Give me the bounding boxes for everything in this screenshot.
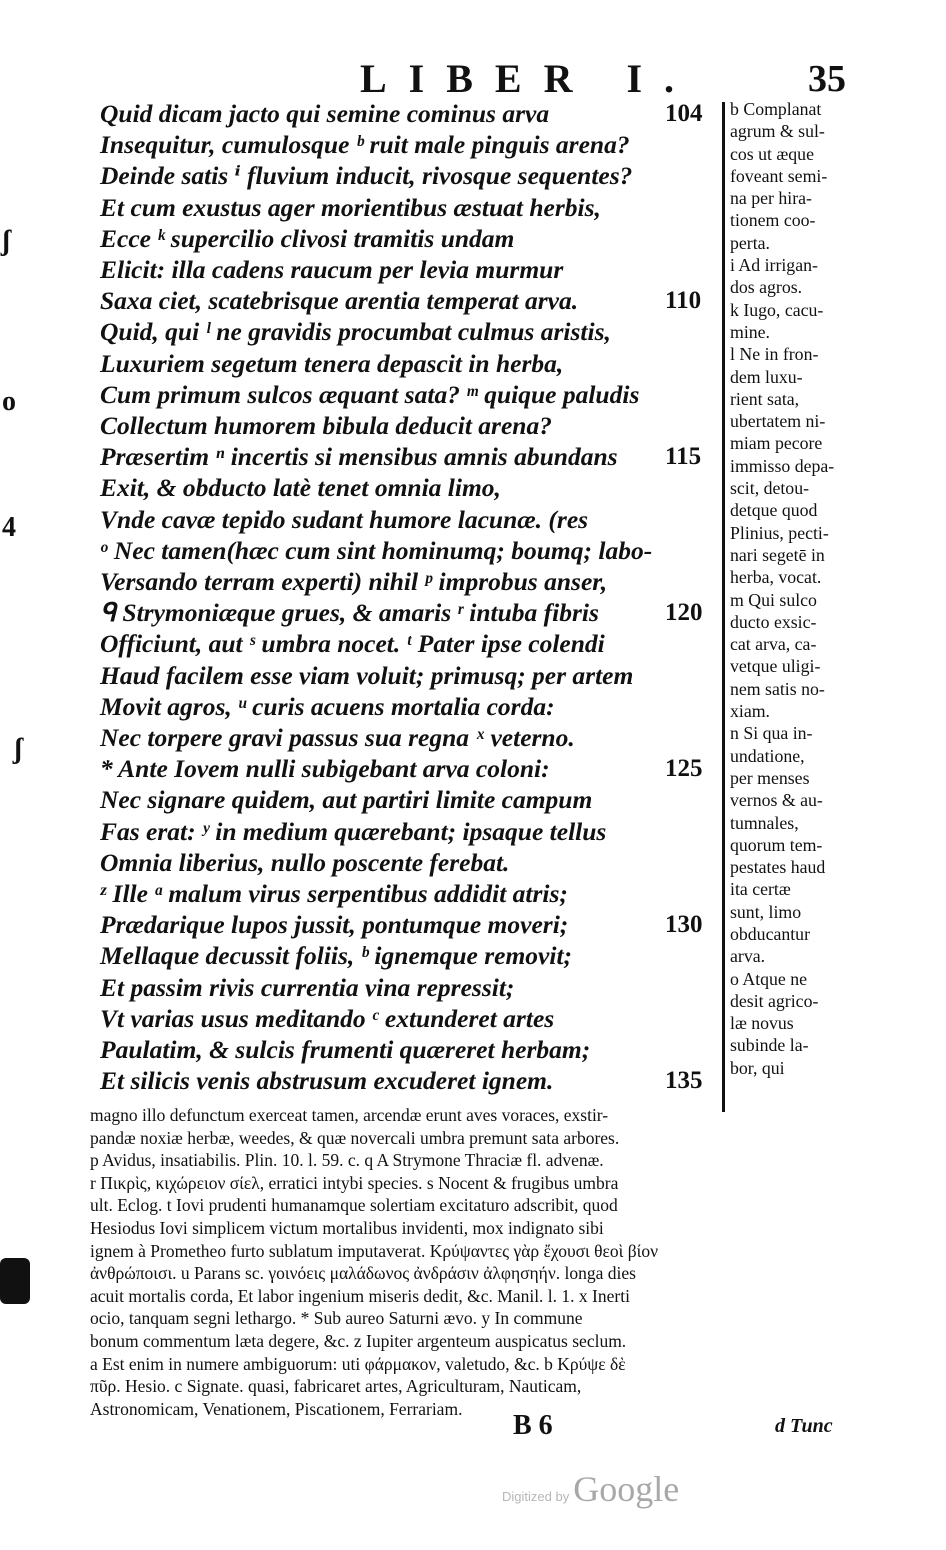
side-note-line: ita certæ: [730, 879, 791, 900]
verse-line: [100, 316, 611, 348]
margin-fragment: 4: [2, 512, 16, 543]
side-note-line: agrum & sul-: [730, 121, 825, 142]
side-note-line: mine.: [730, 321, 770, 342]
verse-line: [100, 285, 702, 317]
verse-text: Fas erat: ʸ in medium quærebant; ipsaque tellus: [100, 816, 607, 846]
side-note-line: obducantur: [730, 923, 810, 944]
side-note-line: subinde la-: [730, 1035, 809, 1056]
verse-line: [100, 441, 702, 473]
commentary-line: acuit mortalis corda, Et labor ingenium miseris dedit, &c. Manil. l. 1. x Inerti: [90, 1285, 630, 1306]
side-note-line: tumnales,: [730, 812, 799, 833]
verse-text: Quid, qui ˡ ne gravidis procumbat culmus aristis,: [100, 317, 611, 347]
digitized-watermark: [502, 1468, 679, 1510]
side-note-line: o Atque ne: [730, 968, 808, 989]
commentary-line: ocio, tanquam segni lethargo. * Sub aureo Saturni ævo. y In commune: [90, 1308, 583, 1329]
side-note-line: na per hira-: [730, 188, 812, 209]
verse-text: Movit agros, ᵘ curis acuens mortalia corda:: [100, 691, 555, 721]
running-title: LIBER I.: [360, 56, 697, 101]
commentary-line: bonum commentum læta degere, &c. z Iupiter argenteum auspicatus seclum.: [90, 1330, 627, 1351]
verse-line: [100, 628, 605, 660]
side-note-line: k Iugo, cacu-: [730, 299, 824, 320]
commentary-line: p Avidus, insatiabilis. Plin. 10. l. 59. c. q A Strymone Thraciæ fl. advenæ.: [90, 1150, 604, 1171]
verse-text: Et silicis venis abstrusum excuderet ignem.: [100, 1066, 554, 1096]
side-note-line: dem luxu-: [730, 366, 803, 387]
side-note-line: arva.: [730, 946, 766, 967]
side-note-line: vetque uligi-: [730, 656, 821, 677]
verse-line: [100, 535, 652, 567]
side-notes: [730, 98, 942, 1079]
side-note-line: detque quod: [730, 500, 818, 521]
watermark-prefix: Digitized by: [502, 1489, 570, 1504]
commentary-line: a Est enim in numere ambiguorum: uti φάρμακον, valetudo, &c. b Κρύψε δὲ: [90, 1353, 626, 1374]
line-number: 115: [665, 443, 702, 471]
commentary-line: magno illo defunctum exerceat tamen, arcendæ erunt aves voraces, exstir-: [90, 1105, 609, 1125]
verse-line: [100, 691, 555, 723]
side-note-line: rient sata,: [730, 388, 800, 409]
verse-text: Vnde cavæ tepido sudant humore lacunæ. (res: [100, 504, 589, 534]
verse-line: [100, 566, 607, 598]
verse-line: [100, 472, 501, 504]
side-note-line: xiam.: [730, 701, 770, 722]
verse-text: ᑫ Strymoniæque grues, & amaris ʳ intuba fibris: [100, 598, 599, 628]
bottom-notes: [90, 1104, 942, 1420]
verse-text: Præsertim ⁿ incertis si mensibus amnis abundans: [100, 442, 618, 472]
side-note-line: ubertatem ni-: [730, 411, 826, 432]
side-note-line: miam pecore: [730, 433, 823, 454]
verse-line: [100, 1065, 703, 1097]
verse-line: [100, 504, 588, 536]
verse-line: [100, 1003, 554, 1035]
verse-line: [100, 192, 601, 224]
verse-text: Prædarique lupos jussit, pontumque moveri;: [100, 910, 569, 940]
verse-line: [100, 223, 514, 255]
verse-text: Versando terram experti) nihil ᵖ improbus anser,: [100, 567, 608, 596]
commentary-line: πῦρ. Hesio. c Signate. quasi, fabricaret artes, Agriculturam, Nauticam,: [90, 1376, 582, 1397]
page-number: 35: [808, 58, 846, 100]
verse-text: Omnia liberius, nullo poscente ferebat.: [100, 847, 510, 877]
side-note-line: dos agros.: [730, 277, 803, 298]
side-note-line: Plinius, pecti-: [730, 522, 829, 543]
side-note-line: i Ad irrigan-: [730, 255, 818, 276]
verse-line: [100, 722, 575, 754]
verse-text: Cum primum sulcos æquant sata? ᵐ quique paludis: [100, 379, 640, 409]
side-note-line: herba, vocat.: [730, 567, 822, 588]
side-note-line: perta.: [730, 232, 770, 253]
verse-text: Et cum exustus ager morientibus æstuat herbis,: [100, 192, 601, 222]
side-note-line: undatione,: [730, 745, 805, 766]
line-number: 120: [665, 599, 703, 627]
verse-text: Vt varias usus meditando ᶜ extunderet artes: [100, 1003, 555, 1033]
signature-mark: B 6: [513, 1410, 553, 1441]
verse-text: Paulatim, & sulcis frumenti quæreret herbam;: [100, 1035, 591, 1064]
verse-text: Nec torpere gravi passus sua regna ˣ veterno.: [100, 723, 575, 752]
side-note-line: pestates haud: [730, 857, 826, 878]
verse-line: [100, 816, 606, 848]
verse-text: * Ante Iovem nulli subigebant arva coloni:: [100, 754, 550, 784]
verse-line: [100, 254, 563, 286]
side-note-line: immisso depa-: [730, 455, 835, 476]
side-note-line: l Ne in fron-: [730, 344, 819, 365]
verse-line: [100, 909, 703, 941]
verse-text: Deinde satis ⁱ fluvium inducit, rivosque sequentes?: [100, 161, 633, 191]
verse-line: [100, 379, 639, 411]
side-note-line: nem satis no-: [730, 678, 825, 699]
margin-fragment: ʃ: [2, 226, 11, 257]
commentary-line: ignem à Prometheo furto sublatum imputaverat. Κρύψαντες γὰρ ἔχουσι θεοὶ βίον: [90, 1240, 658, 1261]
verse-line: [100, 753, 703, 785]
line-number: 130: [665, 911, 703, 939]
verse-line: [100, 847, 509, 879]
side-note-line: bor, qui: [730, 1057, 785, 1078]
verse-line: [100, 129, 630, 161]
verse-text: ᶻ Ille ᵃ malum virus serpentibus addidit atris;: [100, 879, 568, 908]
verse-line: [100, 348, 563, 380]
verse-text: Insequitur, cumulosque ᵇ ruit male pinguis arena?: [100, 130, 630, 160]
side-note-line: tionem coo-: [730, 210, 816, 231]
verse-text: ᵒ Nec tamen(hæc cum sint hominumq; boumq; labo-: [100, 535, 653, 565]
verse-text: Elicit: illa cadens raucum per levia murmur: [100, 255, 564, 284]
side-note-line: cat arva, ca-: [730, 634, 817, 655]
ink-blot: [0, 1258, 30, 1304]
verse-line: [100, 597, 703, 629]
side-note-line: sunt, limo: [730, 901, 802, 922]
column-rule: [722, 102, 725, 1112]
commentary-line: Astronomicam, Venationem, Piscationem, Ferrariam.: [90, 1398, 463, 1419]
side-note-line: b Complanat: [730, 99, 822, 119]
commentary-line: r Πικρὶς, κιχώρειον σίελ, erratici intybi species. s Nocent & frugibus umbra: [90, 1172, 619, 1193]
verse-line: [100, 660, 633, 692]
side-note-line: m Qui sulco: [730, 589, 817, 610]
verse-line: [100, 784, 592, 816]
side-note-line: ducto exsic-: [730, 611, 817, 632]
verse-line: [100, 410, 552, 442]
verse-text: Saxa ciet, scatebrisque arentia temperat arva.: [100, 286, 579, 316]
side-note-line: quorum tem-: [730, 834, 823, 855]
catchword: d Tunc: [775, 1415, 833, 1437]
side-note-line: n Si qua in-: [730, 723, 813, 744]
line-number: 125: [665, 755, 703, 783]
side-note-line: foveant semi-: [730, 165, 828, 186]
verse-line: [100, 878, 568, 910]
line-number: 110: [665, 287, 702, 315]
verse-text: Luxuriem segetum tenera depascit in herba,: [100, 348, 564, 378]
verse-text: Et passim rivis currentia vina repressit;: [100, 972, 515, 1002]
side-note-line: nari segetē in: [730, 544, 825, 565]
verse-text: Exit, & obducto latè tenet omnia limo,: [100, 473, 501, 503]
verse-text: Ecce ᵏ supercilio clivosi tramitis undam: [100, 223, 515, 253]
verse-line: [100, 1034, 590, 1066]
side-note-line: scit, detou-: [730, 478, 810, 499]
commentary-line: ult. Eclog. t Iovi prudenti humanamque solertiam excitaturo adscribit, quod: [90, 1195, 618, 1216]
watermark-brand: Google: [573, 1469, 680, 1509]
verse-line: [100, 98, 703, 130]
verse-text: Mellaque decussit foliis, ᵇ ignemque removit;: [100, 941, 573, 971]
side-note-line: cos ut æque: [730, 143, 814, 164]
side-note-line: desit agrico-: [730, 990, 819, 1011]
verse-line: [100, 972, 514, 1004]
line-number: 135: [665, 1067, 703, 1095]
verse-text: Officiunt, aut ˢ umbra nocet. ᵗ Pater ipse colendi: [100, 629, 605, 659]
commentary-line: ἀνθρώποισι. u Parans sc. γοινόεις μαλάδωνος ἀνδράσιν ἀλφησηήν. longa dies: [90, 1263, 636, 1284]
verse-text: Nec signare quidem, aut partiri limite campum: [100, 785, 593, 815]
commentary-line: Hesiodus Iovi simplicem victum mortalibus invidenti, mox indignato sibi: [90, 1217, 604, 1238]
side-note-line: vernos & au-: [730, 790, 823, 811]
margin-fragment: ʃ: [14, 734, 23, 765]
side-note-line: læ novus: [730, 1013, 794, 1034]
verse-line: [100, 940, 572, 972]
commentary-line: pandæ noxiæ herbæ, weedes, & quæ novercali umbra premunt sata arbores.: [90, 1127, 620, 1148]
side-note-line: per menses: [730, 767, 810, 788]
line-number: 104: [665, 100, 703, 127]
verse-line: [100, 160, 632, 192]
verse-text: Haud facilem esse viam voluit; primusq; per artem: [100, 660, 634, 690]
verse-text: Quid dicam jacto qui semine cominus arva: [100, 99, 550, 128]
margin-fragment: o: [2, 386, 16, 417]
verse-text: Collectum humorem bibula deducit arena?: [100, 411, 552, 440]
